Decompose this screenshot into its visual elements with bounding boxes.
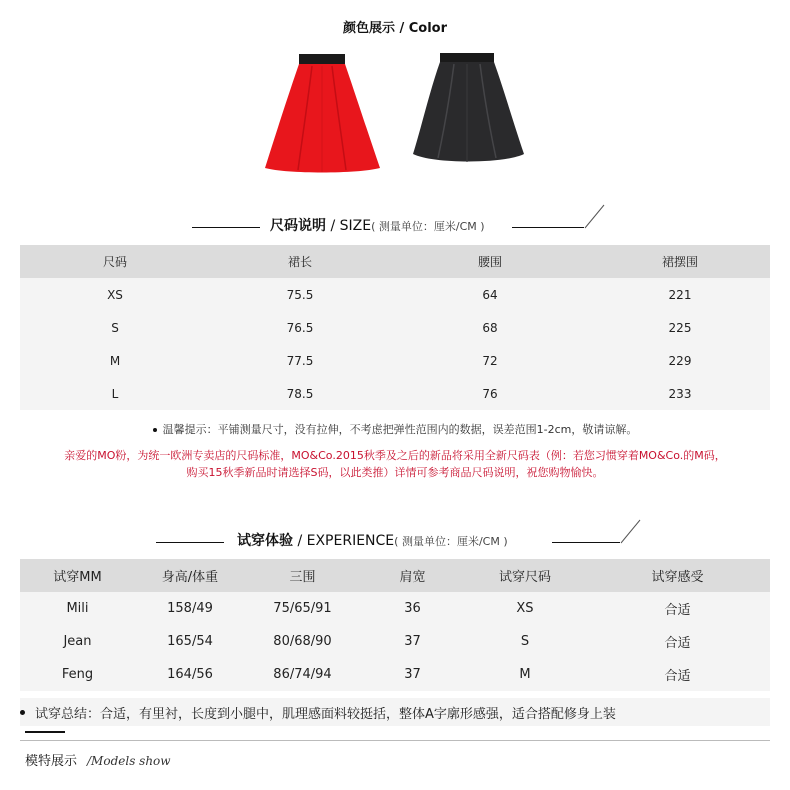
table-cell: Mili (66, 601, 89, 616)
experience-col-header: 肩宽 (399, 570, 426, 585)
bullet-icon (20, 710, 25, 715)
size-col-header: 尺码 (102, 255, 127, 269)
table-cell: 合适 (664, 669, 691, 684)
table-row (20, 625, 770, 658)
experience-section-header (0, 530, 790, 554)
table-cell: 37 (404, 634, 421, 649)
size-notice-line: 亲爱的MO粉，为统一欧洲专卖店的尺码标准，MO&Co.2015秋季及之后的新品将采用全新尺码表（例：若您习惯穿着MO&Co.的M码， (64, 449, 726, 462)
experience-section-title: 试穿体验 / EXPERIENCE( 测量单位：厘米/CM ) (237, 533, 508, 549)
table-cell: 229 (668, 353, 692, 368)
size-table-header (20, 245, 770, 278)
red-skirt-image (262, 50, 382, 175)
models-section-title (25, 750, 171, 769)
header-rule-left (156, 542, 224, 543)
table-cell: 合适 (664, 636, 691, 651)
table-cell: 221 (668, 287, 692, 302)
size-notice-line: 购买15秋季新品时请选择S码，以此类推）详情可参考商品尺码说明，祝您购物愉快。 (186, 466, 604, 479)
table-cell: L (111, 386, 119, 401)
header-rule-right (552, 542, 620, 543)
divider (20, 740, 770, 741)
table-cell: 64 (482, 287, 498, 302)
table-cell: 164/56 (167, 667, 213, 682)
divider-accent (25, 731, 65, 733)
table-cell: 78.5 (286, 386, 314, 401)
table-cell: 合适 (664, 603, 691, 618)
table-cell: 77.5 (286, 353, 314, 368)
table-cell: 75.5 (286, 287, 314, 302)
experience-col-header: 试穿MM (53, 570, 102, 585)
size-col-header: 腰围 (477, 255, 502, 269)
size-table (20, 245, 770, 410)
header-slash (584, 203, 606, 229)
table-cell: 165/54 (167, 634, 213, 649)
table-cell: 72 (482, 353, 498, 368)
black-skirt-image (408, 50, 528, 168)
header-rule-left (192, 227, 260, 228)
table-cell: XS (516, 601, 534, 616)
table-cell: 86/74/94 (273, 667, 332, 682)
table-row (20, 592, 770, 625)
experience-col-header: 试穿感受 (651, 570, 704, 585)
experience-summary (20, 698, 770, 726)
experience-table (20, 559, 770, 691)
models-title-en: /Models show (87, 754, 171, 768)
experience-col-header: 身高/体重 (161, 570, 219, 585)
experience-col-header: 试穿尺码 (498, 570, 551, 585)
table-row (20, 311, 770, 344)
table-cell: S (111, 320, 119, 335)
experience-table-header (20, 559, 770, 592)
table-cell: 80/68/90 (273, 634, 332, 649)
table-row (20, 377, 770, 410)
table-cell: 158/49 (167, 601, 213, 616)
header-rule-right (512, 227, 584, 228)
header-slash (620, 518, 642, 544)
experience-col-header: 三围 (289, 570, 316, 585)
size-section-header (0, 215, 790, 239)
size-tip (0, 421, 790, 437)
size-section-title: 尺码说明 / SIZE( 测量单位：厘米/CM ) (270, 218, 485, 234)
table-cell: Feng (61, 667, 94, 682)
models-title-cn: 模特展示 (25, 754, 78, 769)
size-col-header: 裙长 (287, 255, 312, 269)
table-cell: Jean (63, 634, 92, 649)
table-cell: 76.5 (286, 320, 314, 335)
experience-summary-text: 试穿总结：合适，有里衬，长度到小腿中，肌理感面料较挺括，整体A字廓形感强，适合搭配修身上装 (35, 706, 616, 722)
table-cell: 225 (668, 320, 692, 335)
table-cell: 75/65/91 (273, 601, 332, 616)
bullet-icon (153, 428, 157, 432)
size-tip-text: 温馨提示：平铺测量尺寸，没有拉伸，不考虑把弹性范围内的数据，误差范围1-2cm，敬请谅解。 (162, 423, 638, 436)
table-cell: 36 (404, 601, 421, 616)
table-row (20, 658, 770, 691)
table-row (20, 278, 770, 311)
table-cell: 76 (482, 386, 498, 401)
size-col-header: 裙摆围 (661, 255, 698, 269)
table-cell: M (519, 667, 531, 682)
table-cell: S (520, 634, 530, 649)
table-cell: 233 (668, 386, 692, 401)
table-cell: M (109, 353, 121, 368)
size-notice (0, 447, 790, 481)
table-cell: 68 (482, 320, 498, 335)
table-cell: 37 (404, 667, 421, 682)
table-cell: XS (107, 287, 123, 302)
table-row (20, 344, 770, 377)
color-section-title: 颜色展示 / Color (342, 21, 448, 36)
